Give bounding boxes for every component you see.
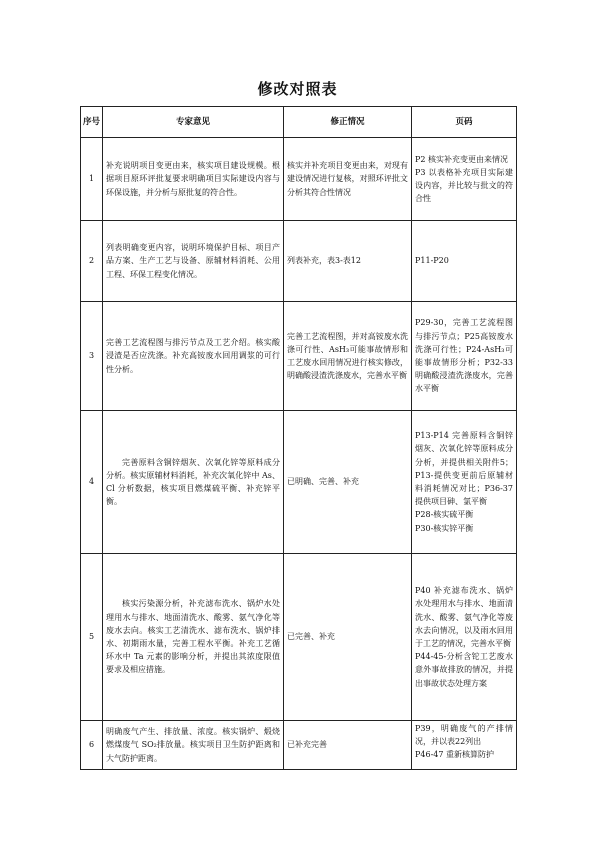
row-number: 1	[81, 138, 103, 221]
row-number: 3	[81, 302, 103, 411]
revision-status: 列表补充，表3-表12	[284, 221, 412, 302]
page-line: P13-P14 完善原料含铜锌烟灰、次氧化锌等原料成分分析，并提供相关附件5；P13-提供变更前后原辅材料消耗情况对比；P36-37 提供项目砷、氯平衡	[415, 431, 513, 507]
page-line: P11-P20	[415, 256, 449, 266]
header-opinion: 专家意见	[103, 107, 284, 138]
expert-opinion: 补充说明项目变更由来，核实项目建设规模。根据项目原环评批复要求明确项目实际建设内容与环保设施，并分析与原批复的符合性。	[103, 138, 284, 221]
table-row	[81, 138, 517, 221]
page-reference	[412, 721, 517, 770]
page-reference	[412, 138, 517, 221]
page-line: P40 补充滤布洗水、锅炉水处理用水与排水、地面清洗水、酸雾、氨气净化等废水去向情况，以及雨水回用于工艺的情况，完善水平衡	[415, 586, 513, 648]
revision-status: 完善工艺流程图，并对高铵废水洗涤可行性、AsH₃可能事故情形和工艺废水回用情况进行核实修改，明确酸浸渣洗涤废水，完善水平衡	[284, 302, 412, 411]
page-line: P28-核实硫平衡	[415, 510, 474, 520]
expert-opinion: 核实污染源分析，补充滤布洗水、锅炉水处理用水与排水、地面清洗水、酸雾、氨气净化等废水去向。核实工艺清洗水、滤布洗水、锅炉排水、初期雨水量，完善工程水平衡。补充工艺循环水中 Ta 元素的影响分析，并提出其浓度限值要求及相应措施。	[103, 554, 284, 721]
row-number: 6	[81, 721, 103, 770]
page-line: P46-47 重新核算防护	[415, 750, 494, 760]
revision-table	[80, 106, 517, 770]
table-row	[81, 554, 517, 721]
header-revision: 修正情况	[284, 107, 412, 138]
page-line: P3 以表格补充项目实际建设内容，并比较与批文的符合性	[415, 167, 513, 204]
revision-status: 已明确、完善、补充	[284, 411, 412, 554]
header-page: 页码	[412, 107, 517, 138]
expert-opinion: 列表明确变更内容，说明环境保护目标、项目产品方案、生产工艺与设备、原辅材料消耗、公用工程、环保工程变化情况。	[103, 221, 284, 302]
expert-opinion: 明确废气产生、排放量、浓度。核实锅炉、煅烧燃煤废气 SO₂排放量。核实项目卫生防护距离和大气防护距离。	[103, 721, 284, 770]
revision-status: 核实并补充项目变更由来，对现有建设情况进行复核，对照环评批文分析其符合性情况	[284, 138, 412, 221]
table-row	[81, 411, 517, 554]
page-reference	[412, 221, 517, 302]
row-number: 4	[81, 411, 103, 554]
revision-status: 已完善、补充	[284, 554, 412, 721]
revision-status: 已补充完善	[284, 721, 412, 770]
table-row	[81, 302, 517, 411]
page-reference	[412, 554, 517, 721]
expert-opinion: 完善原料含铜锌烟灰、次氧化锌等原料成分分析。核实原辅材料消耗，补充次氧化锌中 As、Cl 分析数据，核实项目燃煤硫平衡、补充锌平衡。	[103, 411, 284, 554]
header-no: 序号	[81, 107, 103, 138]
row-number: 2	[81, 221, 103, 302]
page-line: P29-30，完善工艺流程图与排污节点；P25高铵废水洗涤可行性；P24-AsH₃可能事故情形分析；P32-33 明确酸浸渣洗涤废水，完善水平衡	[415, 318, 513, 394]
page-title: 修改对照表	[257, 80, 338, 98]
table-header-row	[81, 107, 517, 138]
page-line: P30-核实锌平衡	[415, 523, 474, 533]
table-row	[81, 721, 517, 770]
page-reference	[412, 411, 517, 554]
page-line: P39，明确废气的产排情况，并以表22列出	[415, 724, 513, 747]
expert-opinion: 完善工艺流程图与排污节点及工艺介绍。核实酸浸渣是否应洗涤。补充高铵废水回用调浆的可行性分析。	[103, 302, 284, 411]
table-row	[81, 221, 517, 302]
page-reference	[412, 302, 517, 411]
page-line: P2 核实补充变更由来情况	[415, 154, 509, 164]
row-number: 5	[81, 554, 103, 721]
page-line: P44-45-分析含铊工艺废水意外事故排放的情况，并提出事故状态处理方案	[415, 652, 513, 688]
